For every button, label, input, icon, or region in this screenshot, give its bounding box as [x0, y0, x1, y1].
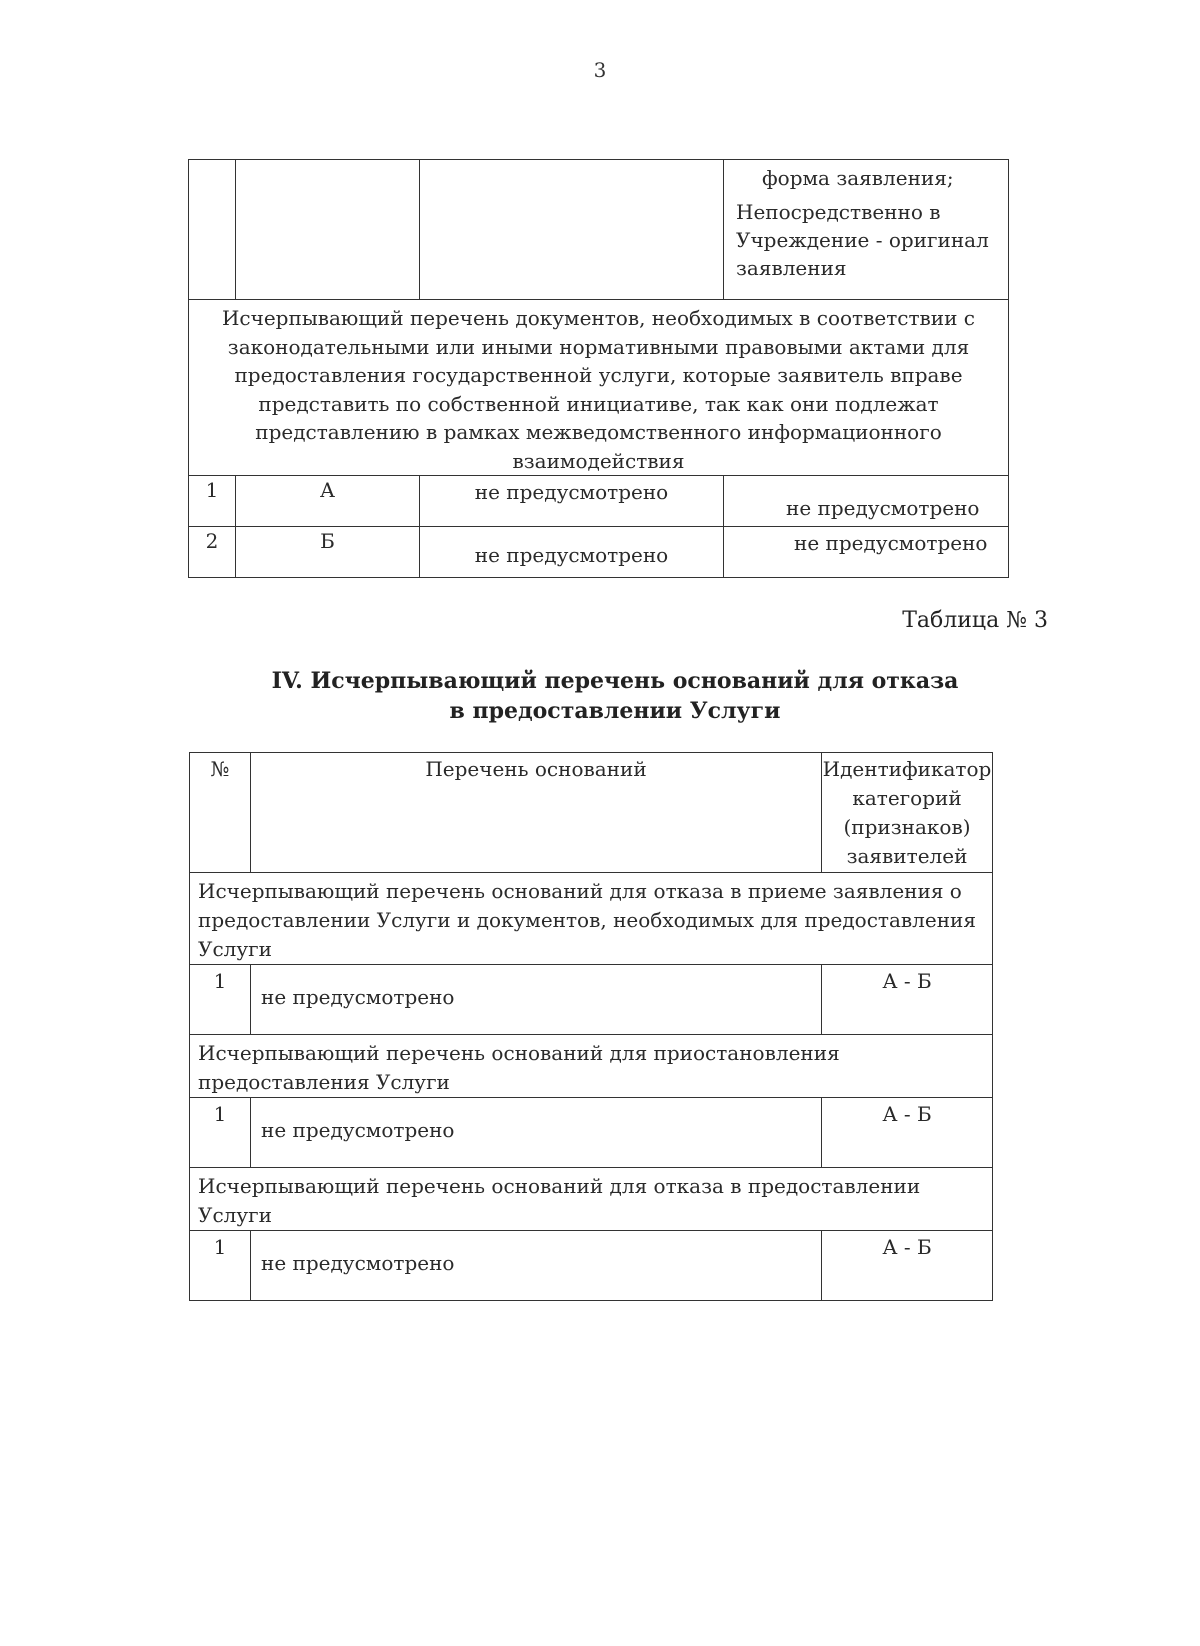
header-id: Идентификатор категорий (признаков) заявителей	[822, 753, 993, 873]
table-section-row	[189, 300, 1009, 476]
num-cell	[189, 160, 236, 300]
row-value: не предусмотрено	[251, 965, 822, 1035]
form-cell	[724, 160, 1009, 300]
table-header-row	[190, 753, 993, 873]
row-number: 1	[190, 1098, 251, 1168]
section-title	[0, 666, 1200, 726]
category-cell	[236, 160, 420, 300]
form-line: Непосредственно в Учреждение - оригинал заявления	[736, 200, 989, 280]
table-section-row	[190, 873, 993, 965]
section-heading: Исчерпывающий перечень оснований для приостановления предоставления Услуги	[190, 1035, 993, 1098]
row-form: не предусмотрено	[724, 476, 1009, 527]
row-category: А	[236, 476, 420, 527]
document-cell	[420, 160, 724, 300]
table-caption: Таблица № 3	[902, 608, 1048, 633]
documents-table-continued	[188, 159, 1009, 578]
row-value: не предусмотрено	[251, 1231, 822, 1301]
form-line: форма заявления;	[762, 166, 954, 190]
table-row	[189, 160, 1009, 300]
row-document: не предусмотрено	[420, 527, 724, 578]
table-row	[190, 1231, 993, 1301]
row-number: 1	[190, 965, 251, 1035]
section-heading: Исчерпывающий перечень оснований для отказа в предоставлении Услуги	[190, 1168, 993, 1231]
header-list: Перечень оснований	[251, 753, 822, 873]
section-heading: Исчерпывающий перечень оснований для отказа в приеме заявления о предоставлении Услуги и документов, необходимых для предоставления Услуги	[190, 873, 993, 965]
table-row	[189, 476, 1009, 527]
row-form: не предусмотрено	[724, 527, 1009, 578]
refusal-grounds-table	[189, 752, 993, 1301]
row-category: Б	[236, 527, 420, 578]
row-id: А - Б	[822, 1098, 993, 1168]
row-number: 2	[189, 527, 236, 578]
table-row	[189, 527, 1009, 578]
row-number: 1	[189, 476, 236, 527]
header-num: №	[190, 753, 251, 873]
section-title-line: в предоставлении Услуги	[449, 698, 781, 724]
table-row	[190, 965, 993, 1035]
row-id: А - Б	[822, 1231, 993, 1301]
table-section-row	[190, 1168, 993, 1231]
table-row	[190, 1098, 993, 1168]
row-number: 1	[190, 1231, 251, 1301]
table-section-row	[190, 1035, 993, 1098]
row-value: не предусмотрено	[251, 1098, 822, 1168]
row-document: не предусмотрено	[420, 476, 724, 527]
page-number: 3	[593, 58, 607, 82]
section-heading: Исчерпывающий перечень документов, необходимых в соответствии с законодательными или иными нормативными правовыми актами для предоставления государственной услуги, которые заявитель вправе представить по собственной инициативе, так как они подлежат представлению в рамках межведомственного информационного взаимодействия	[189, 300, 1009, 476]
row-id: А - Б	[822, 965, 993, 1035]
section-title-line: IV. Исчерпывающий перечень оснований для отказа	[271, 668, 959, 694]
